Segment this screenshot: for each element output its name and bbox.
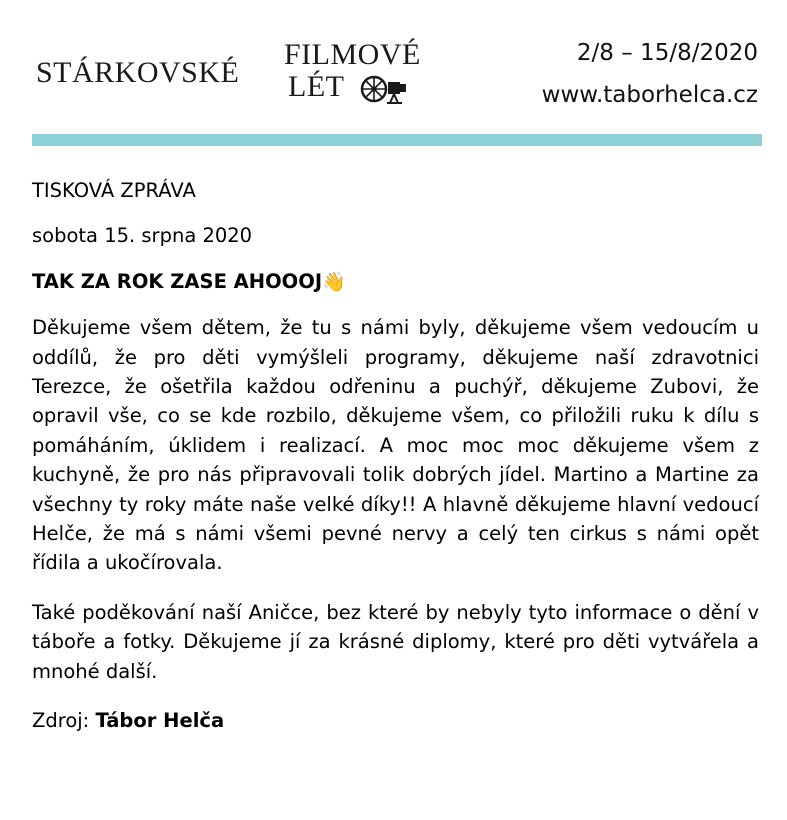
header-divider — [32, 134, 762, 146]
logo-word-filmove: FILMOVÉ — [284, 38, 421, 71]
film-projector-icon — [360, 74, 408, 104]
logo-word-leto: LÉT — [288, 70, 345, 103]
paragraph-thanks: Děkujeme všem dětem, že tu s námi byly, děkujeme všem vedoucím u oddílů, že pro děti vymýšleli programy, děkujeme naší zdravotnici Terezce, že ošetřila každou odřeninu a puchýř, děkujeme Zubovi, že opravil vše, co se kde rozbilo, děkujeme všem, co přiložili ruku k dílu s pomáháním, úklidem i realizací. A moc moc moc děkujeme všem z kuchyně, že pro nás připravovali tolik dobrých jídel. Martino a Martine za všechny ty roky máte naše velké díky!! A hlavně děkujeme hlavní vedoucí Helče, že má s námi všemi pevné nervy a celý ten cirkus s námi opět řídila a ukočírovala. — [32, 316, 759, 575]
source-name: Tábor Helča — [95, 709, 225, 733]
festival-logo — [36, 38, 446, 108]
headline-text: TAK ZA ROK ZASE AHOOOJ — [32, 269, 323, 293]
document-kind: TISKOVÁ ZPRÁVA — [32, 179, 196, 202]
header-info — [542, 32, 758, 116]
source-label: Zdroj: — [32, 709, 90, 733]
website-link[interactable]: www.taborhelca.cz — [541, 82, 758, 108]
source-line — [32, 706, 759, 735]
logo-word-starkovske: STÁRKOVSKÉ — [36, 56, 240, 89]
waving-hand-icon: 👋 — [322, 270, 346, 293]
headline — [32, 267, 759, 297]
document-date: sobota 15. srpna 2020 — [32, 224, 253, 248]
press-release-body — [32, 176, 759, 756]
paragraph-anicka: Také poděkování naší Aničce, bez které by nebyly tyto informace o dění v táboře a fotky. Děkujeme jí za krásné diplomy, které pro děti vytvářela a mnohé další. — [32, 600, 759, 683]
event-dates: 2/8 – 15/8/2020 — [576, 40, 758, 66]
